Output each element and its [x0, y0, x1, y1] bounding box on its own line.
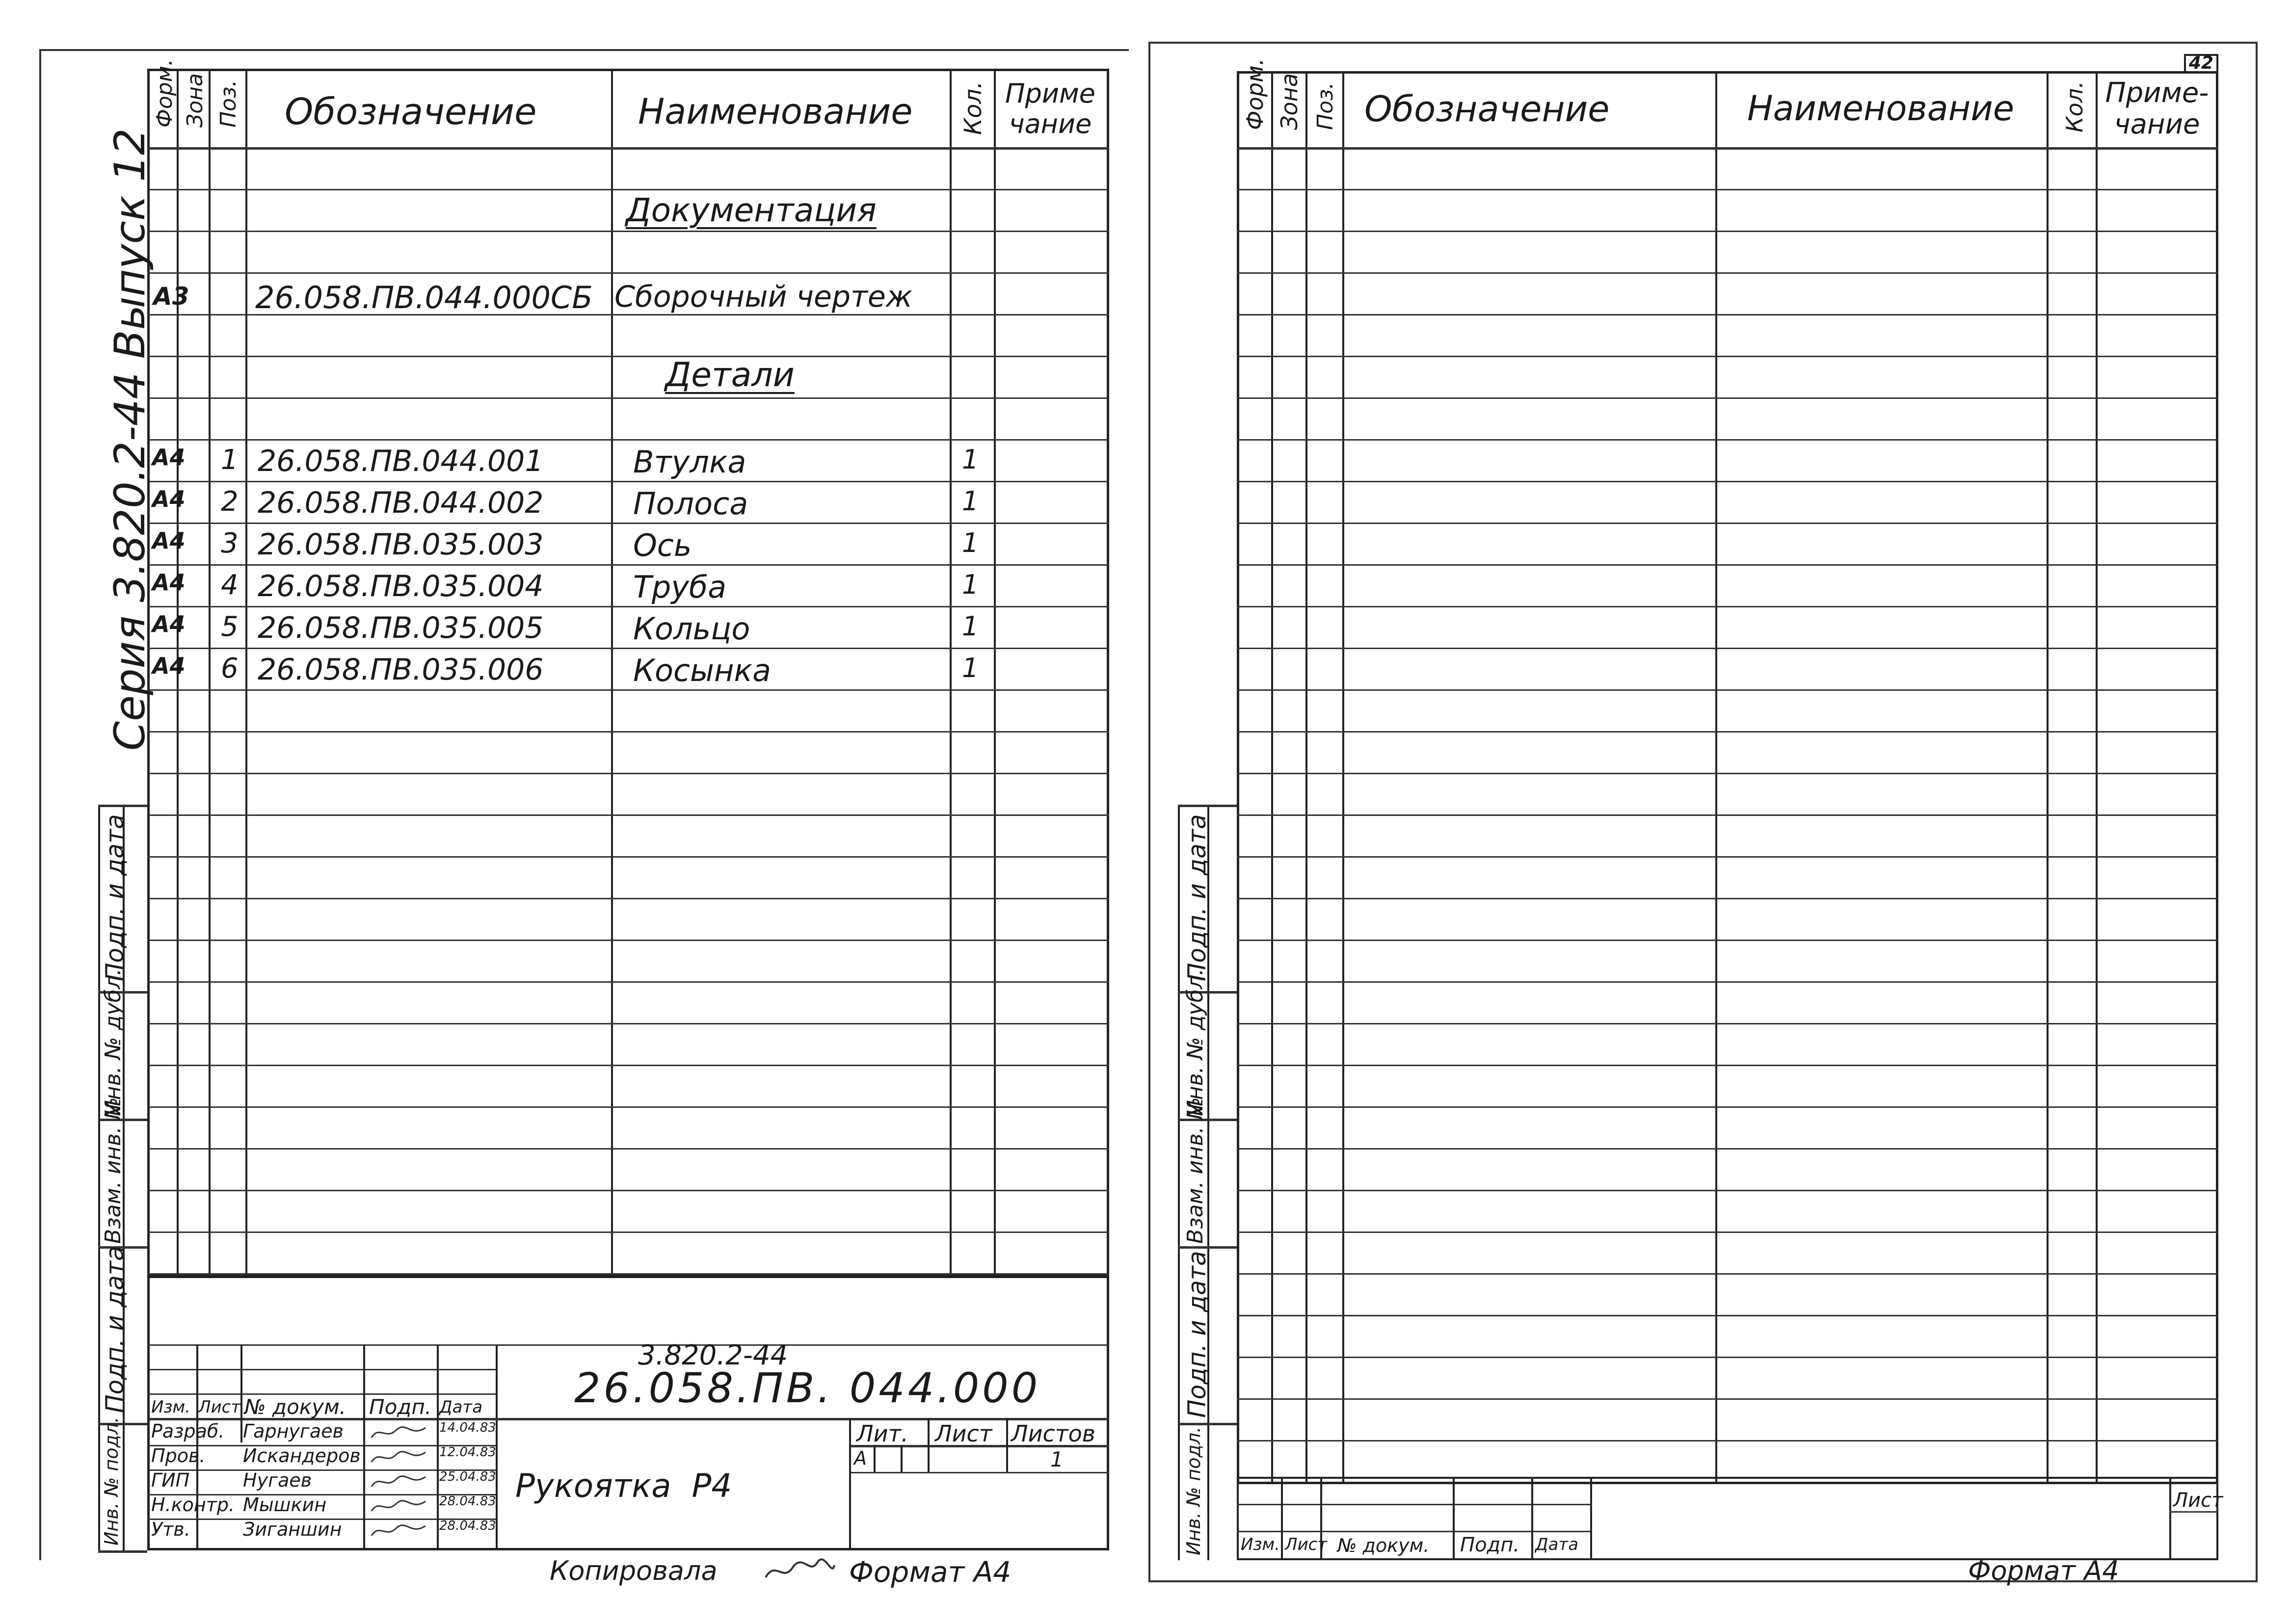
r-header-qty: Кол. — [2061, 81, 2088, 132]
row-line — [147, 564, 1109, 566]
part-pos: 4 — [221, 569, 239, 601]
tb-h-list: Лист — [198, 1397, 241, 1417]
row-line — [147, 189, 1109, 190]
row-line — [1237, 564, 2218, 566]
left-format-label: Формат А4 — [849, 1555, 1012, 1589]
row-line — [147, 439, 1109, 441]
r-tb-h-list: Лист — [1285, 1535, 1328, 1554]
row-line — [1237, 481, 2218, 482]
row-line — [1237, 189, 2218, 190]
series-side-label: Серия 3.820.2-44 Выпуск 12 — [106, 128, 155, 751]
row-line — [147, 898, 1109, 899]
part-format: А4 — [152, 486, 186, 512]
part-format: А4 — [152, 569, 186, 596]
margin-label-replace-inv: Взам. инв. № — [101, 1097, 126, 1244]
sheet-label: Лист — [935, 1420, 992, 1447]
signer-role: ГИП — [151, 1469, 190, 1491]
row-line — [147, 731, 1109, 733]
row-line — [1237, 731, 2218, 733]
tb-h-izm: Изм. — [151, 1397, 190, 1417]
page-number: 42 — [2189, 53, 2214, 73]
row-line — [1237, 648, 2218, 649]
r-header-name: Наименование — [1747, 88, 2014, 129]
row-line — [147, 231, 1109, 232]
margin-label-sign-date-2: Подп. и дата — [101, 1246, 129, 1413]
header-note: Приме чание — [1005, 78, 1095, 139]
row-line — [147, 1190, 1109, 1191]
tb-h-date: Дата — [439, 1397, 483, 1417]
r-margin-label-inv-orig: Инв. № подл. — [1183, 1426, 1204, 1555]
r-tb-h-izm: Изм. — [1241, 1535, 1280, 1554]
r-margin-label-sign-date-1: Подп. и дата — [1183, 814, 1211, 981]
part-qty: 1 — [962, 444, 979, 475]
signer-date: 25.04.83 — [439, 1469, 496, 1484]
row-line — [147, 1148, 1109, 1150]
signature-icon — [369, 1447, 428, 1469]
row-line — [147, 481, 1109, 482]
signer-name: Мышкин — [243, 1494, 327, 1516]
part-pos: 6 — [221, 653, 239, 684]
part-format: А4 — [152, 653, 186, 679]
row-line — [1237, 606, 2218, 607]
part-designation: 26.058.ПВ.035.004 — [258, 569, 544, 603]
row-line — [1237, 1315, 2218, 1316]
part-pos: 1 — [221, 444, 239, 476]
header-pos: Поз. — [216, 79, 241, 128]
signer-name: Зиганшин — [243, 1519, 342, 1540]
r-margin-label-replace-inv: Взам. инв. № — [1183, 1097, 1208, 1244]
part-designation: 26.058.ПВ.035.003 — [258, 527, 544, 562]
row-line — [147, 648, 1109, 649]
row-line — [147, 1065, 1109, 1066]
part-name: Полоса — [633, 486, 748, 522]
header-zone: Зона — [183, 73, 208, 128]
part-format: А4 — [152, 444, 186, 471]
r-header-designation: Обозначение — [1364, 88, 1610, 130]
row-line — [147, 1106, 1109, 1108]
doc-designation: 26.058.ПВ.044.000СБ — [255, 280, 593, 315]
series-code: 3.820.2-44 — [638, 1339, 788, 1371]
doc-format: А3 — [153, 282, 189, 311]
row-line — [1237, 397, 2218, 399]
signer-name: Искандеров — [243, 1445, 361, 1467]
row-line — [147, 689, 1109, 691]
row-line — [147, 356, 1109, 357]
part-pos: 3 — [221, 527, 239, 559]
r-tb-h-date: Дата — [1535, 1535, 1579, 1554]
part-name: Втулка — [633, 444, 746, 480]
part-designation: 26.058.ПВ.035.005 — [258, 611, 544, 645]
header-name: Наименование — [638, 91, 913, 132]
lit-value: А — [854, 1447, 867, 1469]
row-line — [1237, 1190, 2218, 1191]
margin-label-inv-dupl: Инв. № дубл. — [101, 968, 126, 1116]
right-format-label: Формат А4 — [1968, 1555, 2119, 1586]
part-designation: 26.058.ПВ.044.002 — [258, 486, 544, 520]
right-spec-table — [1237, 71, 2218, 1484]
lit-label: Лит. — [856, 1420, 908, 1447]
signature-icon — [369, 1472, 428, 1493]
part-designation: 26.058.ПВ.035.006 — [258, 653, 544, 687]
r-header-format: Форм. — [1242, 58, 1268, 130]
row-line — [1237, 856, 2218, 858]
signer-name: Нугаев — [243, 1469, 312, 1491]
row-line — [1237, 1106, 2218, 1108]
part-name: Ось — [633, 527, 692, 563]
signer-date: 28.04.83 — [439, 1519, 496, 1533]
copied-by-label: Копировала — [550, 1555, 718, 1586]
row-line — [147, 1273, 1109, 1275]
row-line — [1237, 773, 2218, 774]
row-line — [1237, 523, 2218, 524]
row-line — [1237, 814, 2218, 816]
row-line — [147, 1023, 1109, 1024]
row-line — [1237, 272, 2218, 274]
sheets-value: 1 — [1050, 1447, 1064, 1471]
part-qty: 1 — [962, 569, 979, 600]
row-line — [147, 814, 1109, 816]
row-line — [1237, 1398, 2218, 1400]
r-tb-h-doc: № докум. — [1337, 1535, 1430, 1556]
r-tb-h-sign: Подп. — [1460, 1534, 1520, 1556]
row-line — [147, 272, 1109, 274]
r-header-note: Приме- чание — [2105, 77, 2209, 140]
row-line — [1237, 1065, 2218, 1066]
r-header-zone: Зона — [1276, 73, 1303, 130]
part-pos: 5 — [221, 611, 239, 643]
doc-code: 26.058.ПВ. 044.000 — [574, 1364, 1041, 1412]
part-name: Косынка — [633, 653, 771, 688]
margin-label-inv-orig: Инв. № подл. — [101, 1416, 122, 1545]
row-line — [1237, 314, 2218, 315]
header-qty: Кол. — [959, 81, 987, 135]
product-name: Рукоятка Р4 — [515, 1467, 732, 1505]
row-line — [1237, 940, 2218, 941]
signer-name: Гарнугаев — [243, 1420, 344, 1442]
r-margin-label-inv-dupl: Инв. № дубл. — [1183, 968, 1208, 1116]
part-name: Кольцо — [633, 611, 750, 647]
signer-role: Пров. — [151, 1445, 206, 1467]
r-tb-sheet-label: Лист — [2173, 1489, 2223, 1512]
row-line — [1237, 356, 2218, 357]
section-documentation: Документация — [626, 191, 877, 229]
section-parts: Детали — [665, 356, 795, 394]
signer-role: Н.контр. — [151, 1494, 235, 1516]
signer-role: Разраб. — [151, 1420, 225, 1442]
row-line — [1237, 1273, 2218, 1275]
signer-date: 28.04.83 — [439, 1494, 496, 1509]
part-qty: 1 — [962, 486, 979, 517]
signer-role: Утв. — [151, 1519, 190, 1540]
row-line — [1237, 439, 2218, 441]
row-line — [1237, 689, 2218, 691]
signature-icon — [369, 1521, 428, 1543]
row-line — [147, 856, 1109, 858]
header-designation: Обозначение — [285, 91, 537, 133]
part-format: А4 — [152, 527, 186, 554]
copier-signature-icon — [763, 1555, 837, 1585]
row-line — [147, 1231, 1109, 1233]
row-line — [147, 606, 1109, 607]
r-margin-label-sign-date-2: Подп. и дата — [1183, 1251, 1211, 1418]
row-line — [1237, 981, 2218, 983]
row-line — [147, 523, 1109, 524]
row-line — [147, 981, 1109, 983]
sheets-label: Листов — [1011, 1420, 1095, 1447]
signer-date: 12.04.83 — [439, 1445, 496, 1460]
part-qty: 1 — [962, 527, 979, 558]
row-line — [1237, 898, 2218, 899]
row-line — [1237, 231, 2218, 232]
part-format: А4 — [152, 611, 186, 637]
margin-label-sign-date-1: Подп. и дата — [101, 814, 129, 981]
part-name: Труба — [633, 569, 727, 605]
tb-h-doc: № докум. — [244, 1395, 346, 1419]
row-line — [1237, 1440, 2218, 1441]
row-line — [147, 773, 1109, 774]
part-qty: 1 — [962, 653, 979, 683]
row-line — [1237, 1231, 2218, 1233]
signer-date: 14.04.83 — [439, 1420, 496, 1435]
tb-h-sign: Подп. — [369, 1395, 432, 1419]
part-pos: 2 — [221, 486, 239, 518]
part-designation: 26.058.ПВ.044.001 — [258, 444, 544, 478]
part-qty: 1 — [962, 611, 979, 642]
doc-name: Сборочный чертеж — [614, 280, 912, 314]
signature-icon — [369, 1496, 428, 1518]
row-line — [147, 397, 1109, 399]
header-format: Форм. — [152, 59, 177, 128]
row-line — [1237, 1357, 2218, 1358]
row-line — [147, 940, 1109, 941]
row-line — [1237, 1148, 2218, 1150]
row-line — [1237, 1023, 2218, 1024]
signature-icon — [369, 1423, 428, 1444]
r-header-pos: Поз. — [1313, 82, 1338, 130]
